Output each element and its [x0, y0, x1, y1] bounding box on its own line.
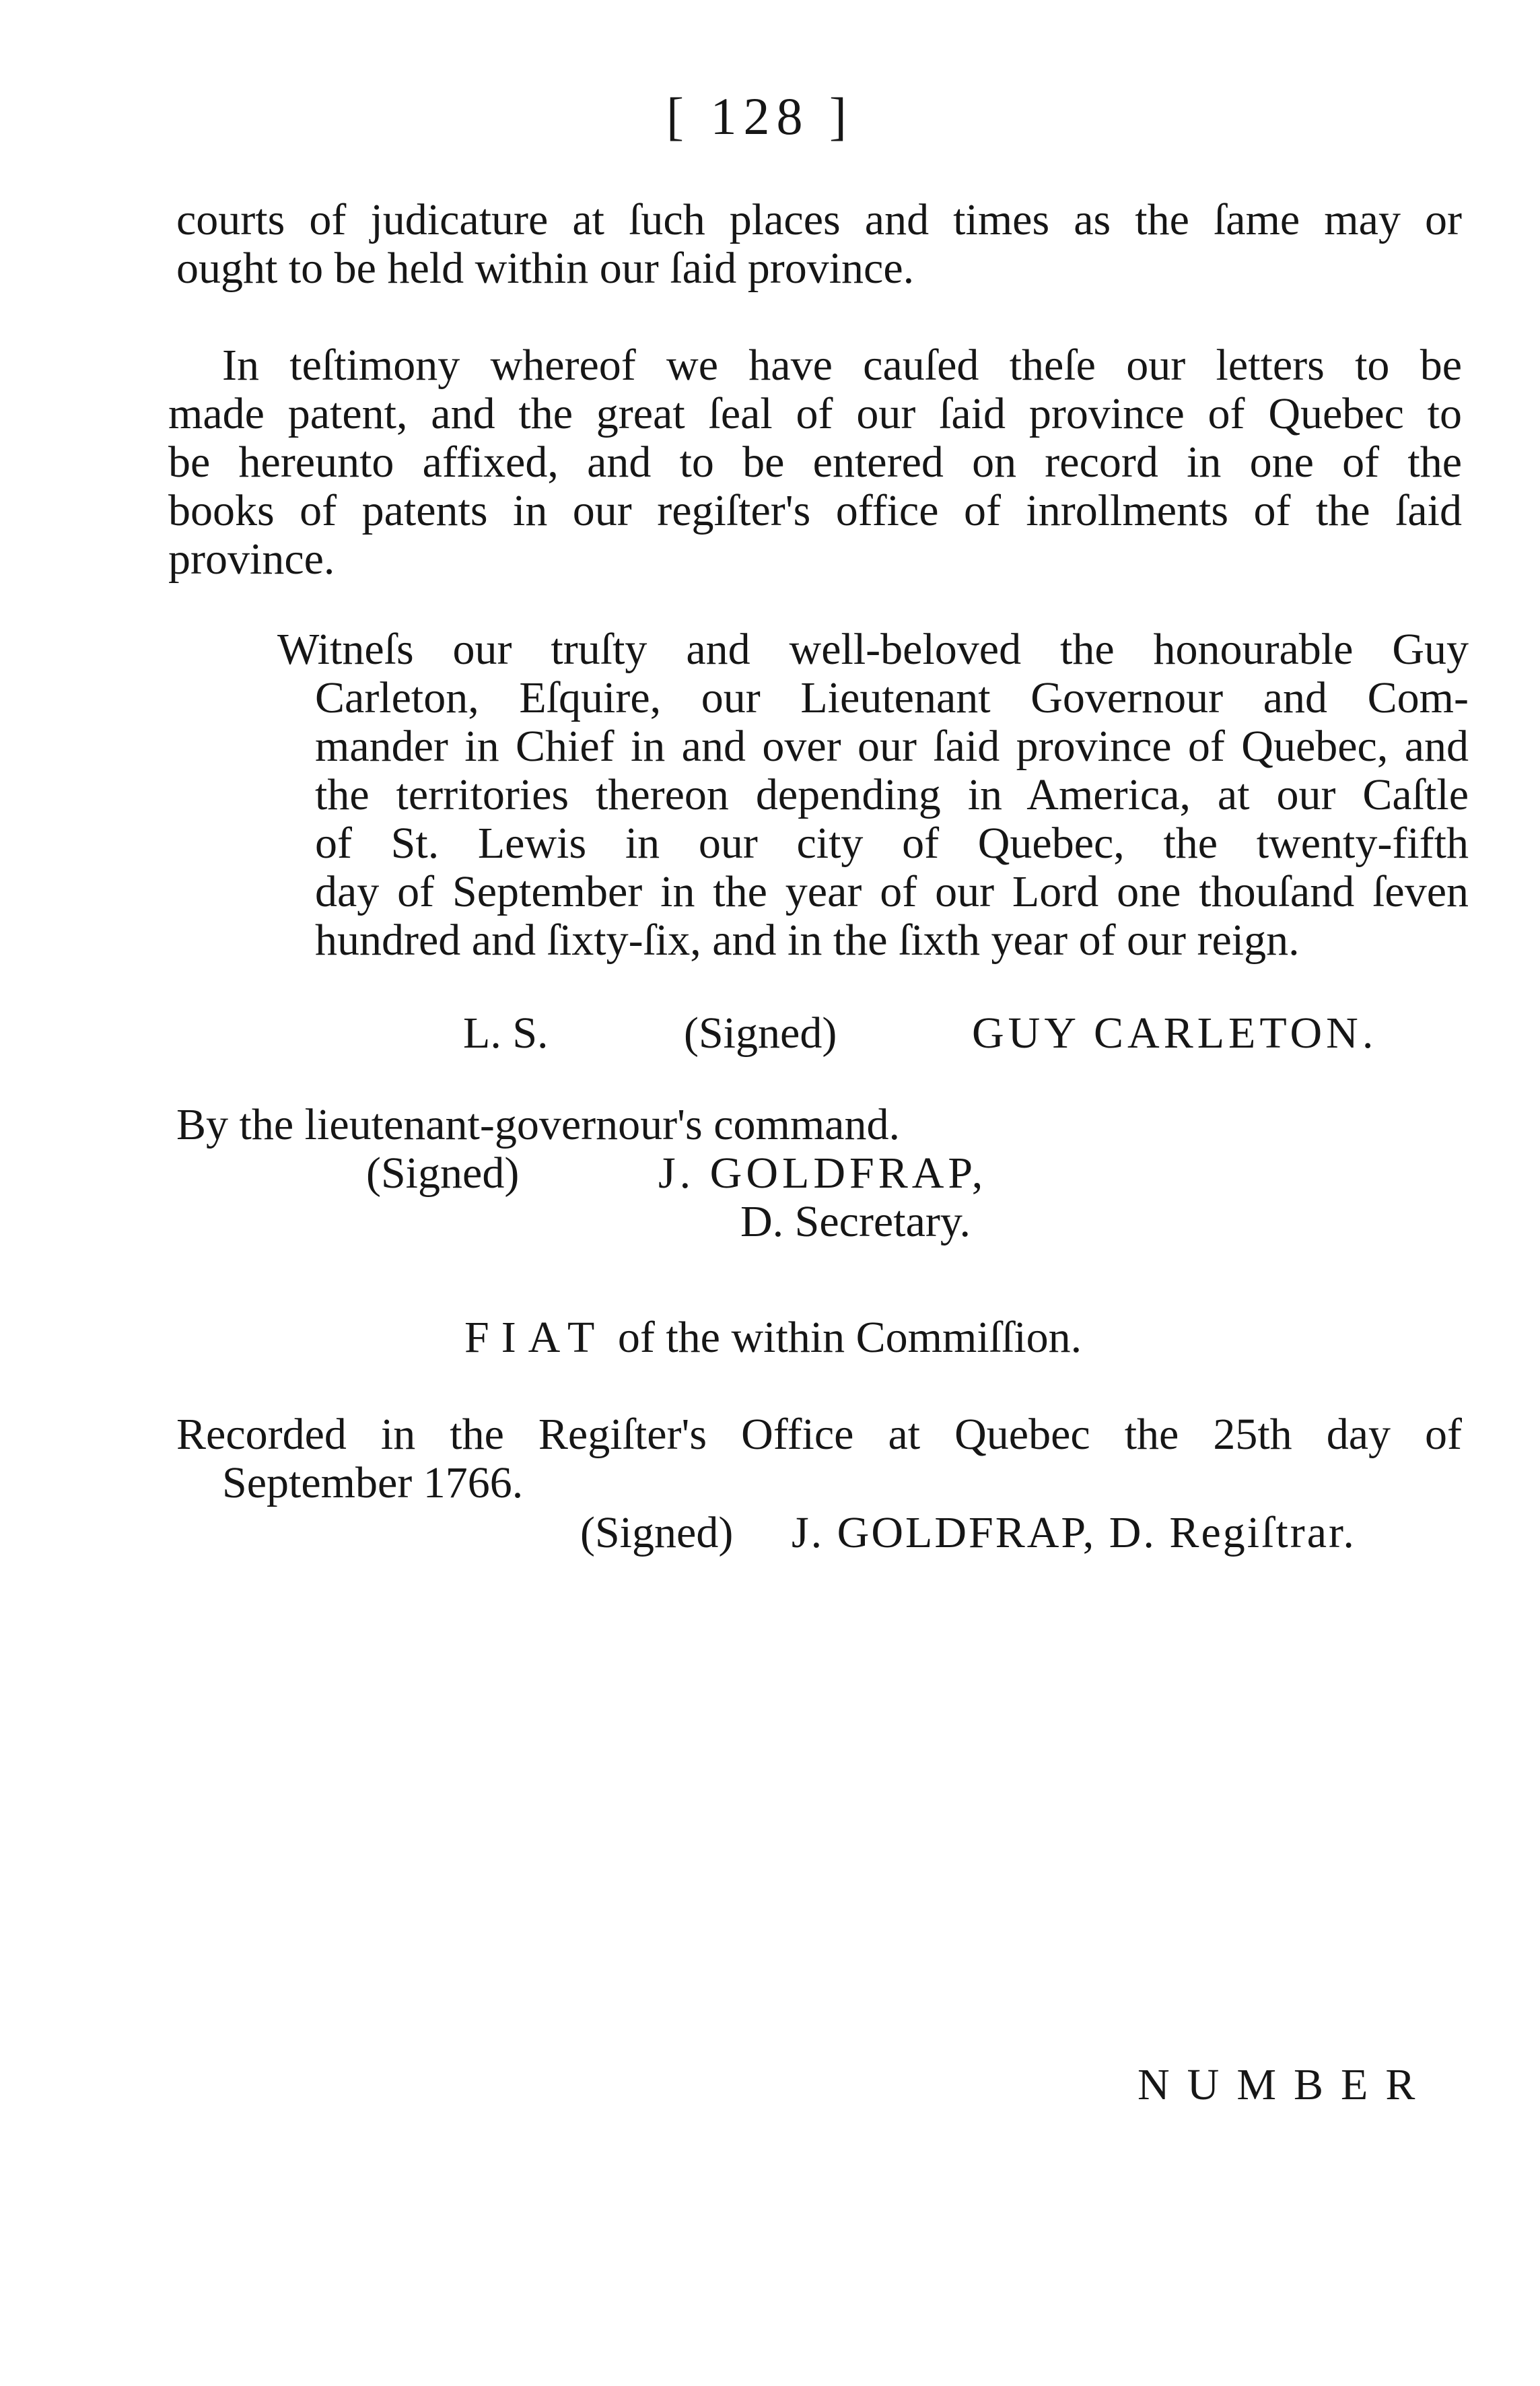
page-number: [ 128 ] [666, 87, 853, 145]
paragraph2-line: made patent, and the great ſeal of our ſaid province of Quebec to [168, 389, 1462, 438]
secretary-signature: J. GOLDFRAP, [658, 1149, 987, 1198]
paragraph1-line: ought to be held within our ſaid province. [176, 244, 915, 293]
paragraph2-line: books of patents in our regiſter's office of inrollments of the ſaid [168, 486, 1462, 535]
witness-line: Carleton, Eſquire, our Lieutenant Governour and Com- [315, 673, 1469, 722]
witness-line: day of September in the year of our Lord one thouſand ſeven [315, 867, 1469, 916]
paragraph2-line: province. [168, 535, 335, 584]
registrar-signature: J. GOLDFRAP, D. Regiſtrar. [792, 1508, 1356, 1557]
witness-line: of St. Lewis in our city of Quebec, the twenty-fifth [315, 819, 1469, 868]
witness-line: the territories thereon depending in America, at our Caſtle [315, 770, 1469, 819]
catchword: NUMBER [1138, 2060, 1433, 2109]
signed-label: (Signed) [366, 1149, 520, 1198]
paragraph2-line: be hereunto affixed, and to be entered on record in one of the [168, 438, 1462, 487]
paragraph2-line: In teſtimony whereof we have cauſed theſe our letters to be [222, 341, 1462, 390]
signed-label: (Signed) [684, 1009, 837, 1058]
paragraph1-line: courts of judicature at ſuch places and times as the ſame may or [176, 195, 1462, 244]
command-line: By the lieutenant-governour's command. [176, 1100, 900, 1149]
recorded-line: Recorded in the Regiſter's Office at Quebec the 25th day of [176, 1410, 1462, 1459]
fiat-heading [464, 1314, 1082, 1361]
secretary-title: D. Secretary. [740, 1197, 971, 1246]
witness-line: hundred and ſixty-ſix, and in the ſixth year of our reign. [315, 916, 1300, 965]
governor-signature: GUY CARLETON. [972, 1009, 1378, 1058]
seal-mark: L. S. [463, 1009, 549, 1058]
recorded-line: September 1766. [222, 1458, 524, 1507]
signed-label: (Signed) [580, 1508, 734, 1557]
witness-line: Witneſs our truſty and well-beloved the honourable Guy [277, 625, 1469, 674]
fiat-caps: FIAT [464, 1313, 607, 1362]
witness-line: mander in Chief in and over our ſaid province of Quebec, and [315, 722, 1469, 771]
fiat-rest: of the within Commiſſion. [617, 1313, 1082, 1362]
